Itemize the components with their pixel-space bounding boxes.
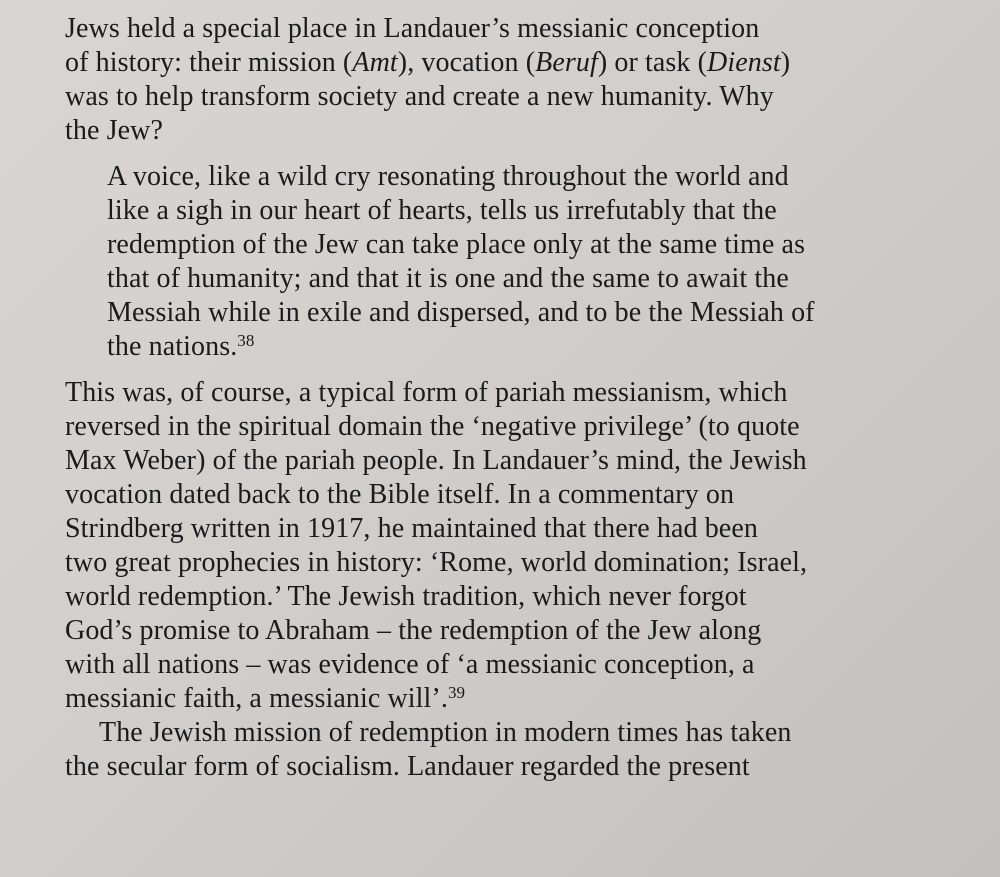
quote-line: A voice, like a wild cry resonating throughout the world and (107, 161, 789, 192)
quote-line: Messiah while in exile and dispersed, and to be the Messiah of (107, 297, 815, 328)
text-line: two great prophecies in history: ‘Rome, world domination; Israel, (65, 547, 808, 578)
text-line (65, 46, 935, 80)
spacer (65, 364, 935, 376)
text-line: Max Weber) of the pariah people. In Landauer’s mind, the Jewish (65, 445, 807, 476)
text-run: messianic faith, a messianic will’. (65, 683, 448, 714)
text-line: was to help transform society and create a new humanity. Why (65, 81, 774, 112)
quote-line: redemption of the Jew can take place only at the same time as (107, 229, 806, 260)
term-dienst: Dienst (707, 47, 781, 78)
quote-line: like a sigh in our heart of hearts, tells us irrefutably that the (107, 195, 777, 226)
footnote-38: 38 (237, 331, 255, 350)
term-beruf: Beruf (535, 47, 598, 78)
paragraph-1 (65, 12, 935, 148)
text-run: ), vocation ( (397, 47, 536, 78)
block-quote (107, 160, 935, 364)
text-run: of history: their mission ( (65, 47, 353, 78)
spacer (65, 148, 935, 160)
paragraph-2 (65, 376, 935, 716)
text-run: the nations. (107, 331, 238, 362)
text-line: the secular form of socialism. Landauer regarded the present (65, 751, 750, 782)
text-line: This was, of course, a typical form of pariah messianism, which (65, 377, 788, 408)
text-line: God’s promise to Abraham – the redemption of the Jew along (65, 615, 762, 646)
text-line: vocation dated back to the Bible itself. In a commentary on (65, 479, 735, 510)
page-text (65, 12, 935, 784)
text-line (65, 682, 935, 716)
quote-line: that of humanity; and that it is one and the same to await the (107, 263, 789, 294)
text-line: Strindberg written in 1917, he maintained that there had been (65, 513, 758, 544)
text-line: world redemption.’ The Jewish tradition, which never forgot (65, 581, 747, 612)
text-line: the Jew? (65, 115, 163, 146)
quote-line (107, 330, 935, 364)
text-line: Jews held a special place in Landauer’s messianic conception (65, 13, 760, 44)
text-line: with all nations – was evidence of ‘a messianic conception, a (65, 649, 755, 680)
text-line: reversed in the spiritual domain the ‘negative privilege’ (to quote (65, 411, 800, 442)
footnote-39: 39 (447, 683, 466, 702)
text-line: The Jewish mission of redemption in modern times has taken (99, 717, 792, 748)
term-amt: Amt (352, 47, 398, 78)
paragraph-3 (65, 716, 935, 784)
text-run: ) (780, 47, 791, 78)
text-run: ) or task ( (597, 47, 708, 78)
